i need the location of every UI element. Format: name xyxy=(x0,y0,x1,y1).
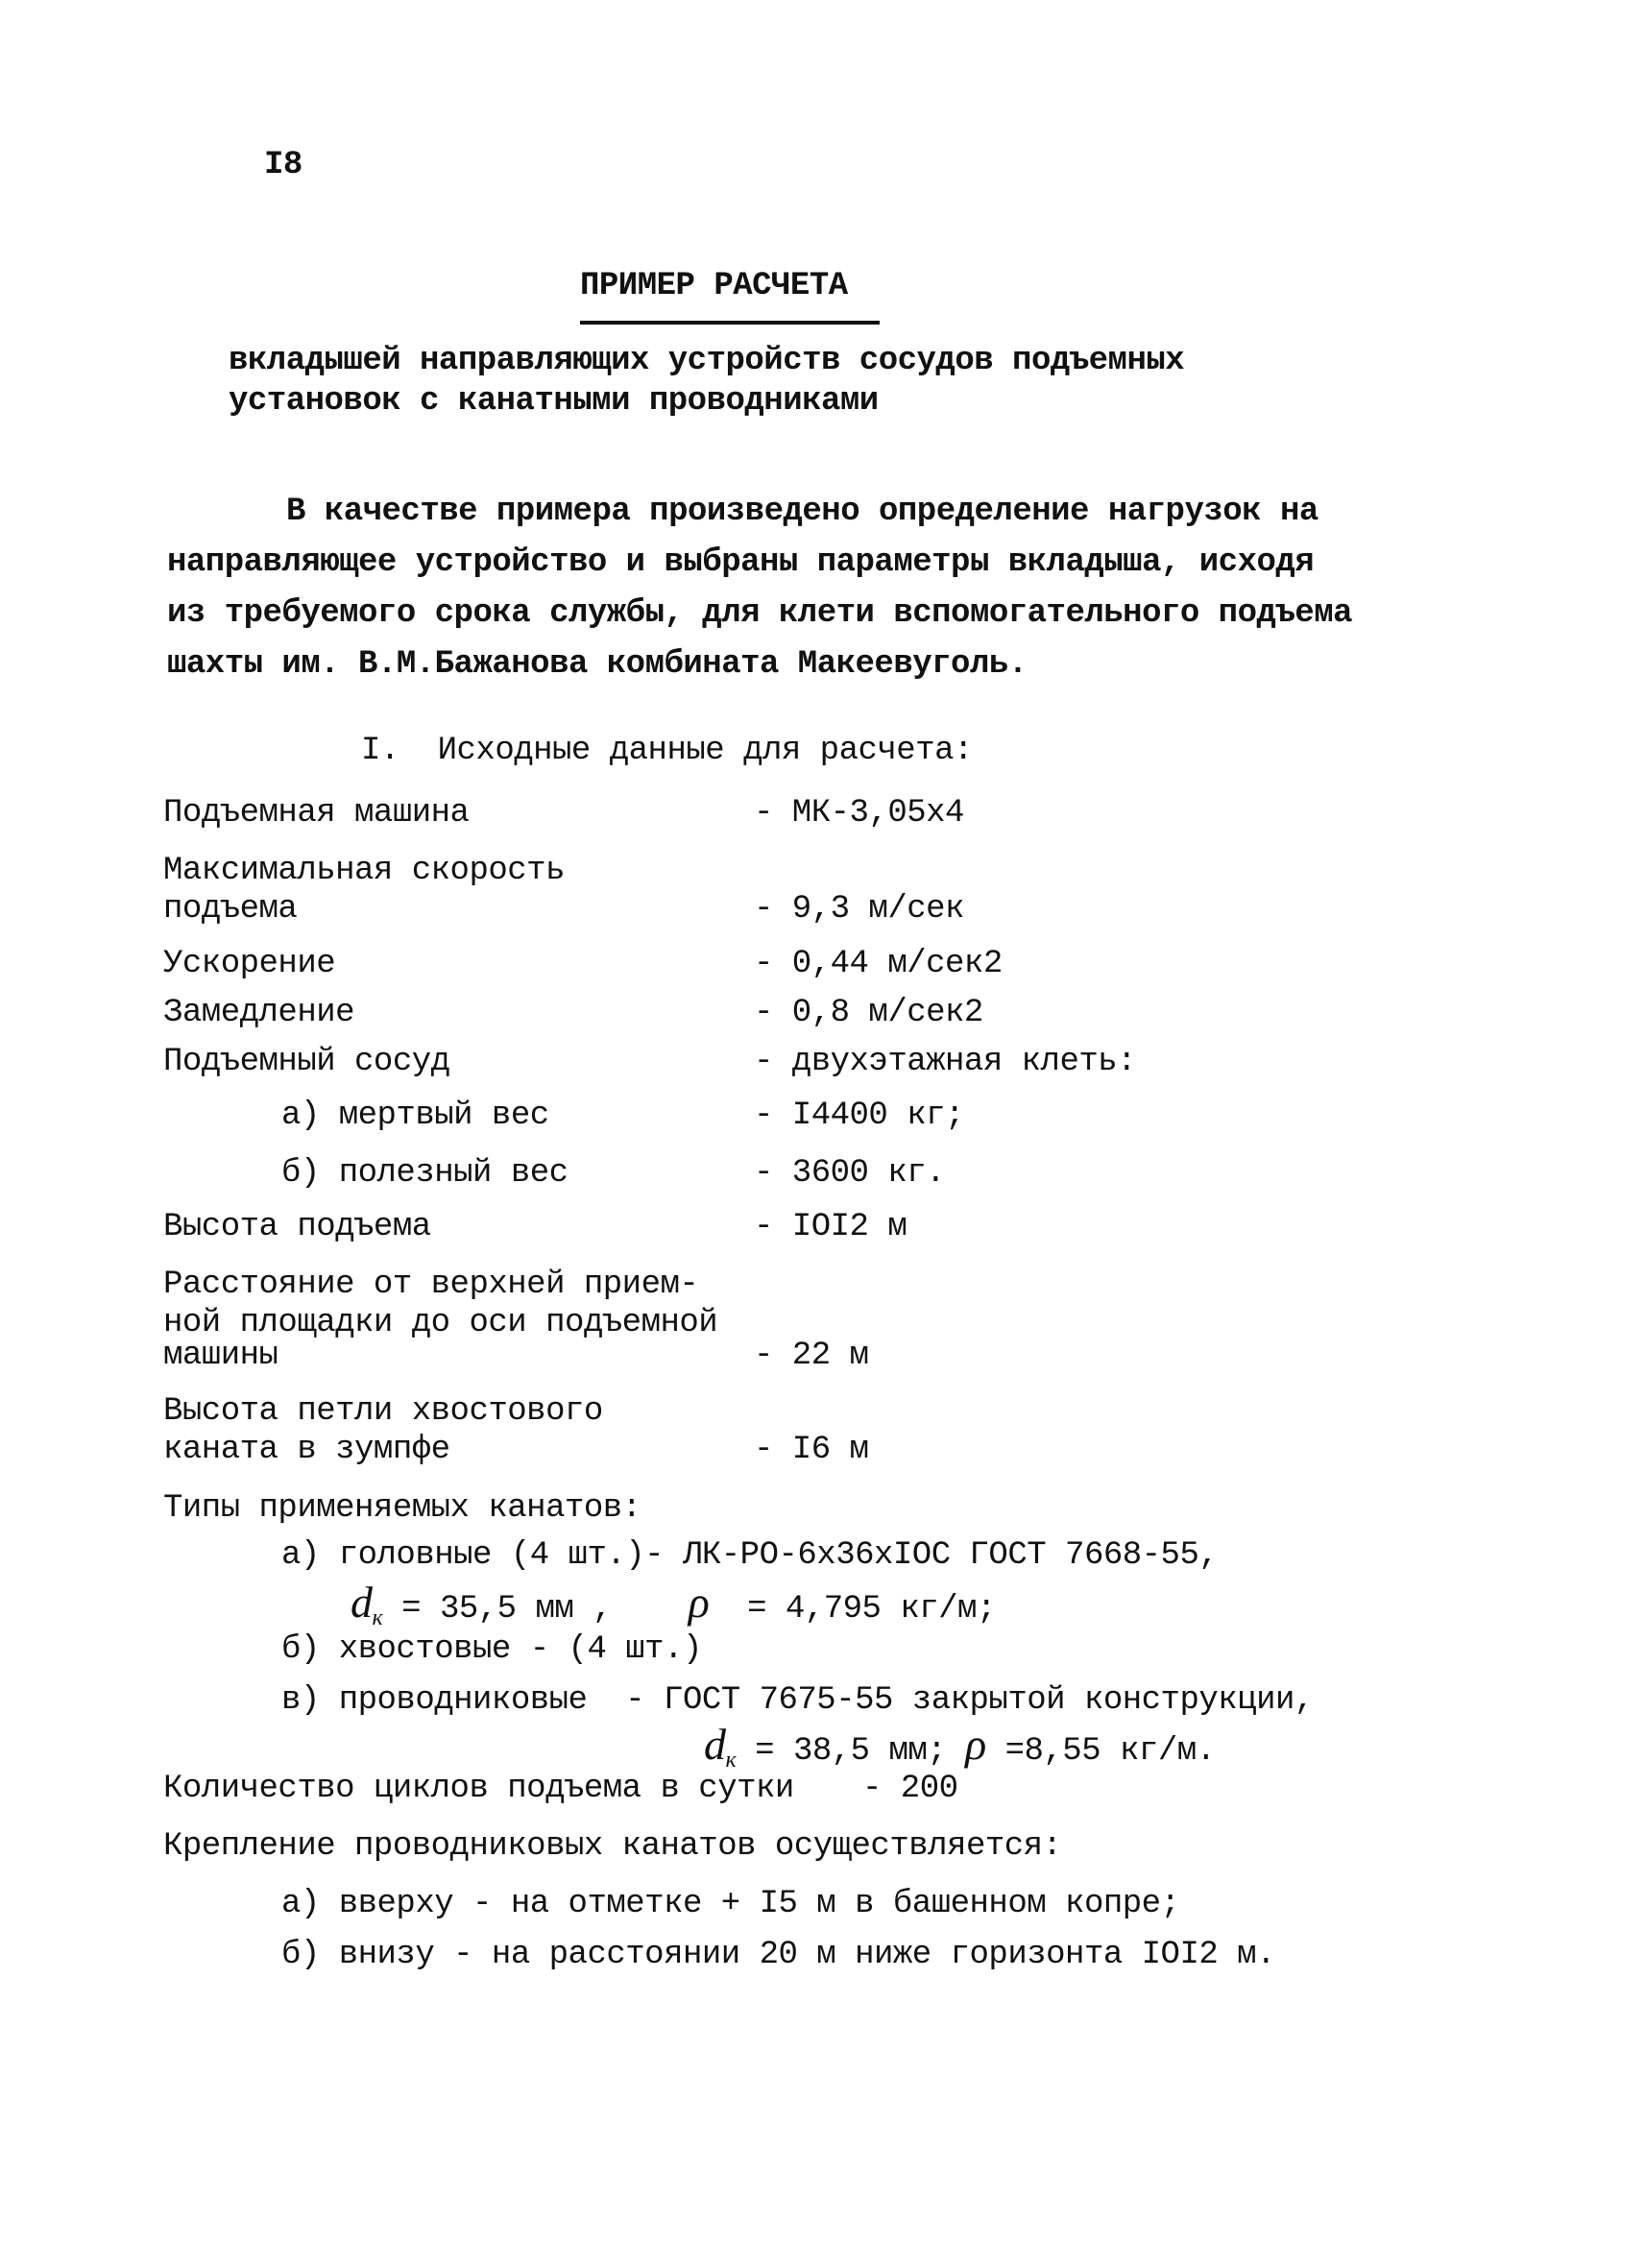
param-value: - 0,44 м/сек2 xyxy=(754,946,1003,982)
subtitle-line-2: установок с канатными проводниками xyxy=(229,383,879,420)
param-label: подъема xyxy=(163,891,298,928)
param-label: Ускорение xyxy=(163,946,336,982)
param-label: Высота петли хвостового xyxy=(163,1393,603,1430)
param-label: а) мертвый вес xyxy=(281,1098,549,1134)
head-weight: = 4,795 кг/м; xyxy=(747,1591,996,1628)
fixing-top: а) вверху - на отметке + I5 м в башенном копре; xyxy=(281,1886,1180,1922)
param-value: - I4400 кг; xyxy=(754,1098,964,1134)
intro-line-1: В качестве примера произведено определение нагрузок на xyxy=(286,494,1318,530)
d-subscript: к xyxy=(725,1748,737,1773)
section-heading: I. Исходные данные для расчета: xyxy=(361,733,973,769)
cycles-label: Количество циклов подъема в сутки xyxy=(163,1771,794,1807)
rope-head: а) головные (4 шт.)- ЛК-РО-6х36хIОС ГОСТ 7668-55, xyxy=(281,1537,1219,1574)
cycles-value: - 200 xyxy=(862,1771,958,1807)
param-value: - 22 м xyxy=(754,1338,869,1374)
guide-weight: =8,55 кг/м. xyxy=(1004,1733,1216,1770)
param-value: - МК-3,05х4 xyxy=(754,795,964,832)
page-title: ПРИМЕР РАСЧЕТА xyxy=(580,268,848,304)
page-number: I8 xyxy=(264,147,302,183)
rho-symbol: ρ xyxy=(688,1578,710,1627)
param-value: - 0,8 м/сек2 xyxy=(754,995,983,1031)
param-value: - 3600 кг. xyxy=(754,1155,946,1192)
param-label: Высота подъема xyxy=(163,1209,431,1245)
d-symbol: d xyxy=(704,1720,726,1769)
head-diameter: = 35,5 мм , xyxy=(401,1591,613,1628)
rope-tail: б) хвостовые - (4 шт.) xyxy=(281,1631,702,1668)
param-value: - двухэтажная клеть: xyxy=(754,1044,1137,1080)
rope-head-params xyxy=(351,1578,996,1637)
rho-symbol: ρ xyxy=(965,1720,986,1769)
param-label: каната в зумпфе xyxy=(163,1432,450,1468)
param-label: машины xyxy=(163,1338,278,1374)
param-label: Замедление xyxy=(163,995,355,1031)
guide-diameter: = 38,5 мм; xyxy=(755,1733,947,1770)
intro-line-4: шахты им. В.М.Бажанова комбината Макеевуголь. xyxy=(167,646,1028,683)
ropes-heading: Типы применяемых канатов: xyxy=(163,1490,641,1527)
d-symbol: d xyxy=(351,1578,373,1627)
fixing-bottom: б) внизу - на расстоянии 20 м ниже горизонта IOI2 м. xyxy=(281,1937,1275,1973)
param-value: - IOI2 м xyxy=(754,1209,907,1245)
param-label: Подъемная машина xyxy=(163,795,470,832)
param-label: Расстояние от верхней прием- xyxy=(163,1267,699,1303)
param-label: б) полезный вес xyxy=(281,1155,568,1192)
intro-line-2: направляющее устройство и выбраны параметры вкладыша, исходя xyxy=(167,544,1315,581)
param-label: Максимальная скорость xyxy=(163,853,565,889)
title-underline xyxy=(580,321,880,325)
d-subscript: к xyxy=(372,1605,383,1630)
param-value: - 9,3 м/сек xyxy=(754,891,964,928)
param-value: - I6 м xyxy=(754,1432,869,1468)
param-label: ной площадки до оси подъемной xyxy=(163,1305,718,1341)
fixing-heading: Крепление проводниковых канатов осуществляется: xyxy=(163,1828,1062,1865)
param-label: Подъемный сосуд xyxy=(163,1044,450,1080)
subtitle-line-1: вкладышей направляющих устройств сосудов подъемных xyxy=(229,343,1185,379)
intro-line-3: из требуемого срока службы, для клети вспомогательного подъема xyxy=(167,595,1353,632)
rope-guide: в) проводниковые - ГОСТ 7675-55 закрытой конструкции, xyxy=(281,1682,1314,1719)
